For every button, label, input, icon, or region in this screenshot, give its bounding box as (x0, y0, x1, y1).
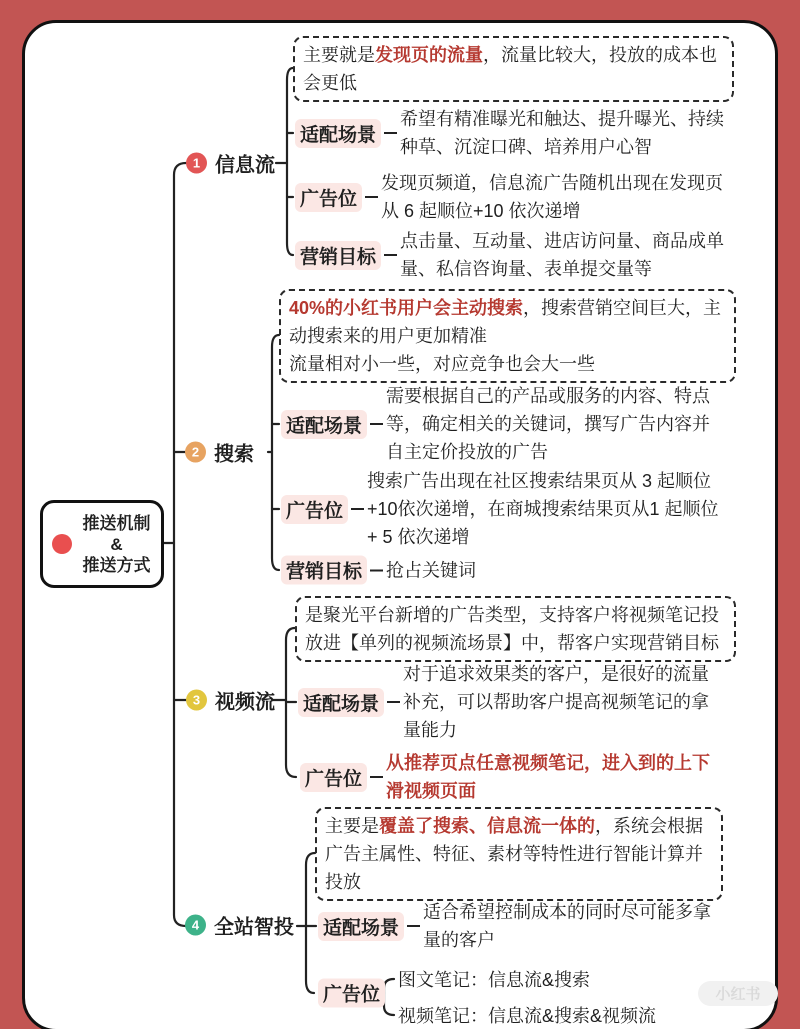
scene-label-pill: 适配场景 (281, 410, 367, 439)
branch-node-4 (185, 911, 294, 940)
branch-4-scene-row (318, 898, 723, 954)
branch-1-goal-row (295, 227, 730, 283)
root-title (72, 513, 161, 576)
adslot-label-pill: 广告位 (300, 763, 367, 792)
branch-node-3 (186, 686, 275, 715)
dash-connector (370, 569, 383, 571)
branch-2-scene-row (281, 382, 716, 466)
goal-text: 点击量、互动量、进店访问量、商品成单量、私信咨询量、表单提交量等 (400, 231, 725, 279)
adslot-text: 搜索广告出现在社区搜索结果页从 3 起顺位+10依次递增，在商城搜索结果页从1 起顺位 + 5 依次递增 (367, 471, 719, 547)
scene-text: 对于追求效果类的客户，是很好的流量补充，可以帮助客户提高视频笔记的拿量能力 (403, 664, 710, 740)
branch-1-adslot-row (295, 169, 733, 225)
adslot-text: 发现页频道，信息流广告随机出现在发现页从 6 起顺位+10 依次递增 (381, 173, 724, 221)
branch-4-note: 主要是覆盖了搜索、信息流一体的，系统会根据广告主属性、特征、素材等特性进行智能计算并投放 (315, 807, 723, 901)
dash-connector (384, 132, 397, 134)
adslot-label-pill: 广告位 (318, 979, 385, 1008)
root-line-2: & (110, 534, 123, 554)
dash-connector (387, 701, 400, 703)
dash-connector (365, 196, 378, 198)
branch-3-adslot-row (300, 749, 718, 805)
branch-1-label: 信息流 (215, 154, 275, 177)
branch-2-adslot-row (281, 467, 725, 551)
branch-2-note: 40%的小红书用户会主动搜索，搜索营销空间巨大，主动搜索来的用户更加精准 流量相对小一些，对应竞争也会大一些 (279, 289, 736, 383)
branch-node-2 (185, 438, 254, 467)
branch-4-label: 全站智投 (214, 916, 294, 939)
branch-1-note: 主要就是发现页的流量，流量比较大，投放的成本也会更低 (293, 36, 734, 102)
scene-text: 适合希望控制成本的同时尽可能多拿量的客户 (423, 902, 712, 950)
branch-3-label: 视频流 (215, 691, 275, 714)
dash-connector (370, 776, 383, 778)
branch-4-adslot-row (318, 979, 385, 1008)
dash-connector (370, 423, 383, 425)
branch-3-badge-icon: 3 (186, 690, 207, 711)
adslot-label-pill: 广告位 (295, 183, 362, 212)
scene-label-pill: 适配场景 (318, 912, 404, 941)
adslot-label-pill: 广告位 (281, 495, 348, 524)
branch-2-badge-icon: 2 (185, 442, 206, 463)
goal-text: 抢占关键词 (386, 560, 477, 580)
branch-3-note: 是聚光平台新增的广告类型，支持客户将视频笔记投放进【单列的视频流场景】中，帮客户实现营销目标 (295, 596, 736, 662)
dash-connector (407, 925, 420, 927)
root-line-3: 推送方式 (82, 555, 151, 575)
branch-4-badge-icon: 4 (185, 915, 206, 936)
dash-connector (384, 254, 397, 256)
branch-2-label: 搜索 (214, 443, 254, 466)
red-dot-icon (52, 534, 72, 554)
branch-2-goal-row (281, 556, 716, 585)
branch-node-1 (186, 149, 275, 178)
adslot-item-video-note: 视频笔记：信息流&搜索&视频流 (398, 1006, 657, 1026)
branch-1-scene-row (295, 105, 730, 161)
scene-label-pill: 适配场景 (298, 688, 384, 717)
branch-3-scene-row (298, 660, 718, 744)
scene-text: 希望有精准曝光和触达、提升曝光、持续种草、沉淀口碑、培养用户心智 (400, 109, 725, 157)
scene-label-pill: 适配场景 (295, 119, 381, 148)
watermark-badge: 小红书 (698, 981, 778, 1006)
adslot-text: 从推荐页点任意视频笔记，进入到的上下滑视频页面 (386, 753, 711, 801)
root-node (40, 500, 164, 588)
goal-label-pill: 营销目标 (281, 556, 367, 585)
dash-connector (351, 508, 364, 510)
scene-text: 需要根据自己的产品或服务的内容、特点等，确定相关的关键词，撰写广告内容并自主定价投放的广告 (386, 386, 711, 462)
root-line-1: 推送机制 (82, 513, 151, 533)
adslot-item-image-note: 图文笔记：信息流&搜索 (398, 970, 591, 990)
branch-1-badge-icon: 1 (186, 153, 207, 174)
goal-label-pill: 营销目标 (295, 241, 381, 270)
